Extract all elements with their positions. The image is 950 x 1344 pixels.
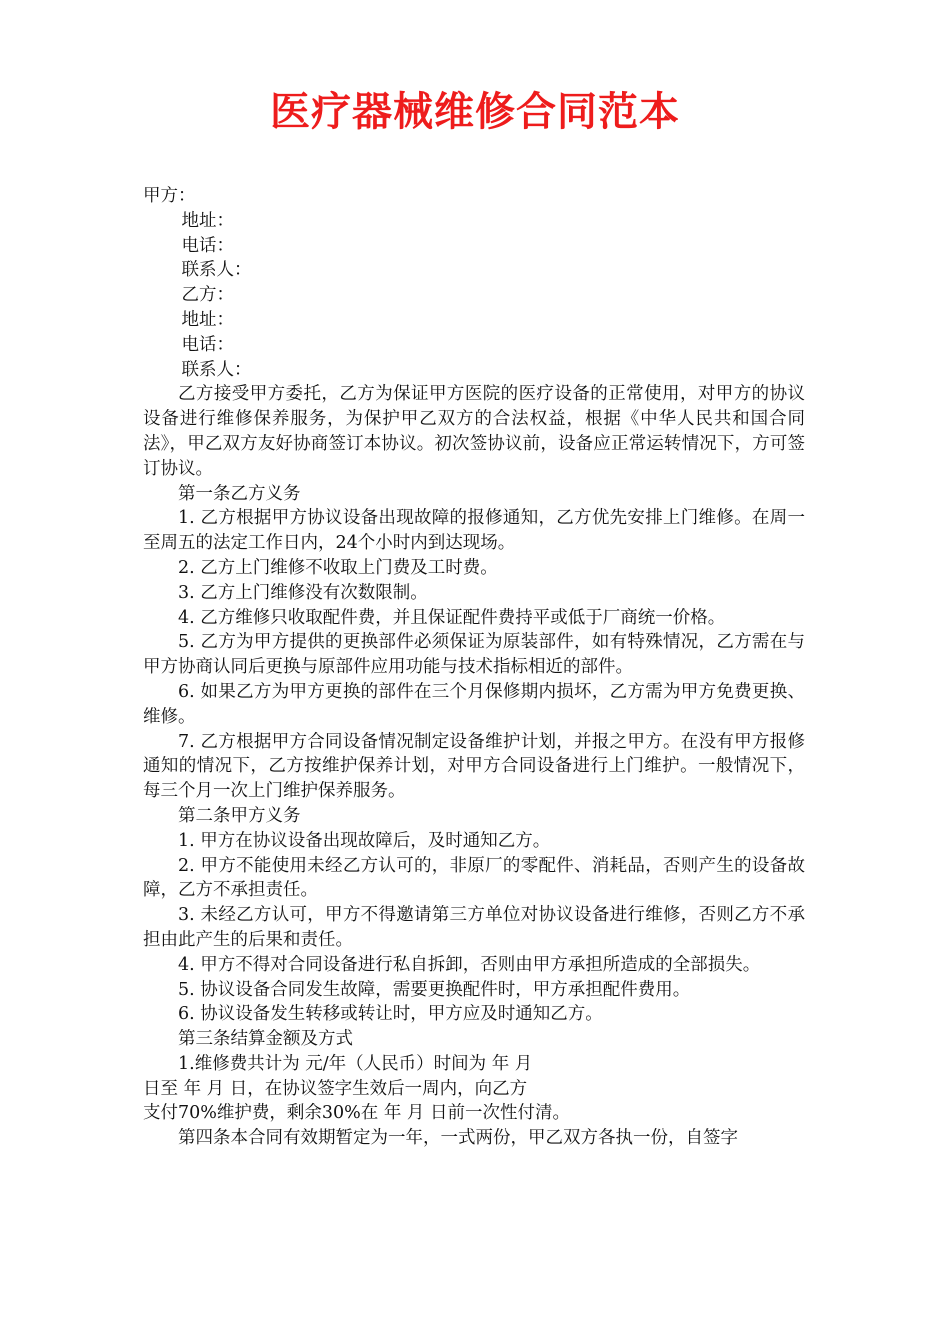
- document-title: 医疗器械维修合同范本: [270, 89, 680, 135]
- article2-item: 2. 甲方不能使用未经乙方认可的，非原厂的零配件、消耗品，否则产生的设备故障，乙方不承担责任。: [143, 855, 805, 901]
- article2-item: 1. 甲方在协议设备出现故障后，及时通知乙方。: [178, 830, 551, 851]
- article1-item: 3. 乙方上门维修没有次数限制。: [178, 582, 428, 603]
- article1-item: 6. 如果乙方为甲方更换的部件在三个月保修期内损坏，乙方需为甲方免费更换、维修。: [143, 681, 805, 727]
- party-b-phone: 电话：: [181, 334, 234, 355]
- party-a-contact: 联系人：: [181, 260, 252, 281]
- preamble-paragraph: 乙方接受甲方委托，乙方为保证甲方医院的医疗设备的正常使用，对甲方的协议设备进行维修保养服务，为保护甲乙双方的合法权益，根据《中华人民共和国合同法》，甲乙双方友好协商签订本协议。初次签协议前，设备应正常运转情况下，方可签订协议。: [143, 384, 805, 479]
- article4-paragraph: 第四条本合同有效期暂定为一年，一式两份，甲乙双方各执一份，自签字: [178, 1128, 738, 1149]
- article1-heading: 第一条乙方义务: [178, 483, 301, 504]
- article1-item: 2. 乙方上门维修不收取上门费及工时费。: [178, 557, 498, 578]
- party-b-contact: 联系人：: [181, 359, 252, 380]
- article2-item: 5. 协议设备合同发生故障，需要更换配件时，甲方承担配件费用。: [178, 979, 691, 1000]
- party-a-label: 甲方：: [143, 186, 196, 206]
- party-b-label: 乙方：: [181, 285, 234, 306]
- party-b-address: 地址：: [181, 309, 234, 330]
- contract-body: [143, 184, 805, 1151]
- article2-item: 4. 甲方不得对合同设备进行私自拆卸，否则由甲方承担所造成的全部损失。: [178, 954, 761, 975]
- article1-item: 5. 乙方为甲方提供的更换部件必须保证为原装部件，如有特殊情况，乙方需在与甲方协商认同后更换与原部件应用功能与技术指标相近的部件。: [143, 632, 805, 678]
- article2-item: 6. 协议设备发生转移或转让时，甲方应及时通知乙方。: [178, 1004, 603, 1025]
- article3-line: 1.维修费共计为 元/年（人民币）时间为 年 月: [178, 1053, 533, 1074]
- article1-item: 1. 乙方根据甲方协议设备出现故障的报修通知，乙方优先安排上门维修。在周一至周五的法定工作日内，24个小时内到达现场。: [143, 508, 805, 554]
- article3-line: 支付70%维护费，剩余30%在 年 月 日前一次性付清。: [143, 1103, 570, 1124]
- party-a-address: 地址：: [181, 210, 234, 231]
- party-a-phone: 电话：: [181, 235, 234, 256]
- article3-line: 日至 年 月 日，在协议签字生效后一周内，向乙方: [143, 1078, 528, 1099]
- article2-heading: 第二条甲方义务: [178, 805, 301, 826]
- article1-item: 7. 乙方根据甲方合同设备情况制定设备维护计划，并报之甲方。在没有甲方报修通知的情况下，乙方按维护保养计划，对甲方合同设备进行上门维护。一般情况下，每三个月一次上门维护保养服务。: [143, 731, 805, 802]
- article2-item: 3. 未经乙方认可，甲方不得邀请第三方单位对协议设备进行维修，否则乙方不承担由此产生的后果和责任。: [143, 905, 805, 950]
- article1-item: 4. 乙方维修只收取配件费，并且保证配件费持平或低于厂商统一价格。: [178, 607, 726, 628]
- article3-heading: 第三条结算金额及方式: [178, 1029, 353, 1050]
